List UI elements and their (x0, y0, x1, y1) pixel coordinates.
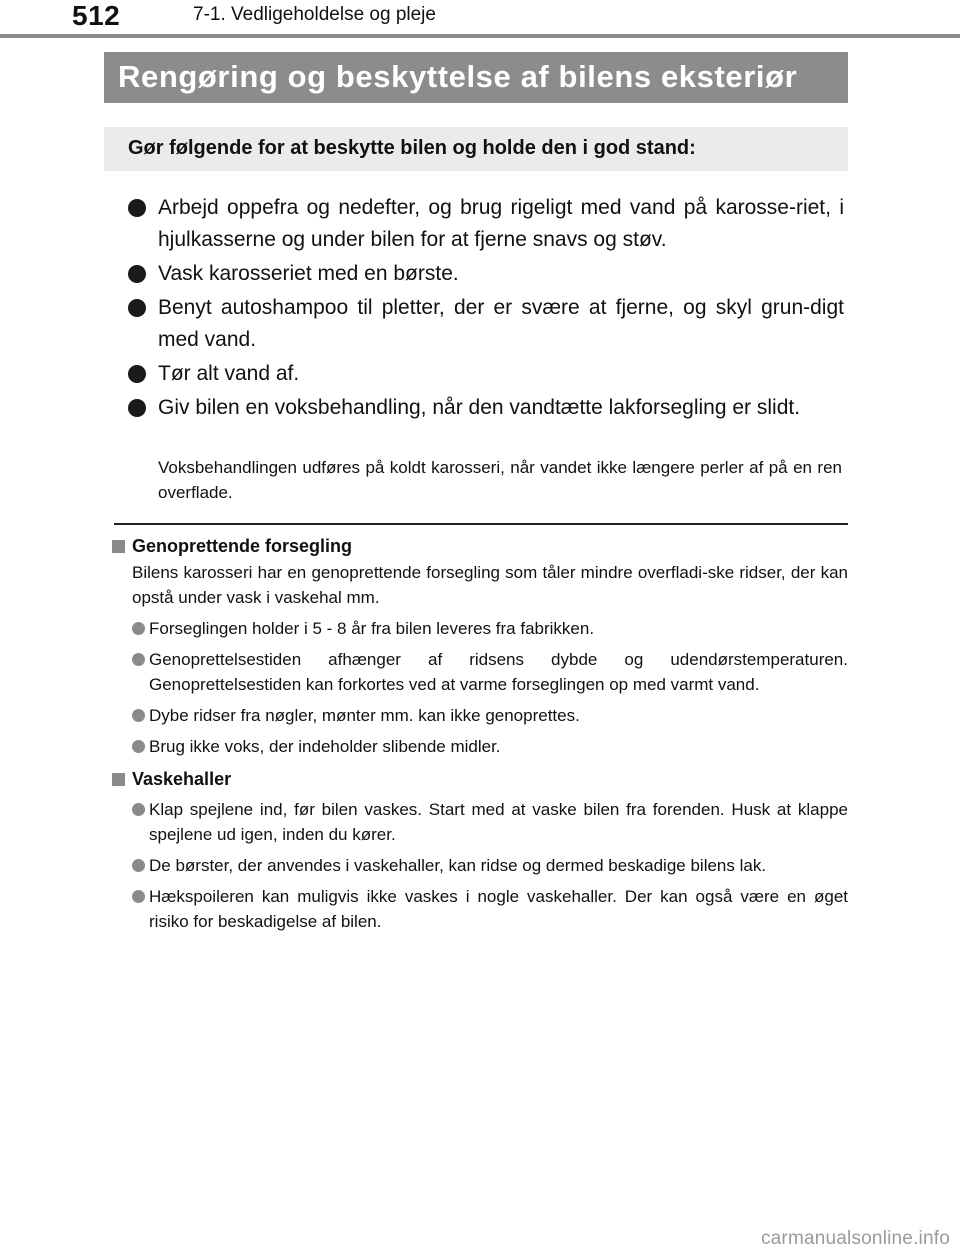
section-heading-text: Genoprettende forsegling (132, 536, 353, 556)
section-list (112, 797, 848, 934)
section-heading (112, 534, 848, 558)
section-heading (112, 767, 848, 791)
bullet-icon (128, 199, 146, 217)
page-number: 512 (72, 0, 121, 31)
list-item (128, 358, 844, 390)
list-item-text: De børster, der anvendes i vaskehaller, kan ridse og dermed beskadige bilens lak. (149, 856, 767, 875)
list-item (112, 647, 848, 697)
bullet-icon (132, 803, 145, 816)
list-item (128, 192, 844, 256)
chapter-title: 7-1. Vedligeholdelse og pleje (193, 4, 436, 25)
list-item-text: Dybe ridser fra nøgler, mønter mm. kan ikke genoprettes. (149, 706, 580, 725)
title-banner (104, 52, 848, 103)
list-item-text: Vask karosseriet med en børste. (158, 262, 459, 285)
list-item (112, 734, 848, 759)
section-list (112, 616, 848, 759)
bullet-icon (128, 299, 146, 317)
bullet-icon (132, 653, 145, 666)
bullet-icon (132, 740, 145, 753)
intro-box (104, 127, 848, 171)
list-item-text: Arbejd oppefra og nedefter, og brug rigeligt med vand på karosse-riet, i hjulkasserne og under bilen for at fjerne snavs og støv. (158, 196, 844, 251)
list-item (112, 797, 848, 847)
list-item-text: Hækspoileren kan muligvis ikke vaskes i nogle vaskehaller. Der kan også være en øget risiko for beskadigelse af bilen. (149, 887, 848, 931)
bullet-icon (128, 365, 146, 383)
section-heading-text: Vaskehaller (132, 769, 232, 789)
section-paragraph: Bilens karosseri har en genoprettende forsegling som tåler mindre overfladi-ske ridser, der kan opstå under vask i vaskehal mm. (132, 563, 848, 607)
section-divider (114, 523, 848, 525)
bullet-icon (132, 890, 145, 903)
square-bullet-icon (112, 540, 125, 553)
page-title: Rengøring og beskyttelse af bilens eksteriør (118, 59, 798, 94)
list-item-text: Giv bilen en voksbehandling, når den vandtætte lakforsegling er slidt. (158, 396, 801, 419)
list-item-text: Klap spejlene ind, før bilen vaskes. Start med at vaske bilen fra forenden. Husk at klappe spejlene ud igen, inden du kører. (149, 800, 848, 844)
list-item (112, 616, 848, 641)
info-sections (112, 534, 848, 934)
square-bullet-icon (112, 773, 125, 786)
header-rule (0, 34, 960, 38)
list-item-text: Brug ikke voks, der indeholder slibende midler. (149, 737, 501, 756)
list-item (128, 392, 844, 424)
list-item (112, 703, 848, 728)
bullet-icon (132, 709, 145, 722)
list-item (128, 258, 844, 290)
bullet-icon (128, 265, 146, 283)
list-item (112, 853, 848, 878)
list-item-text: Genoprettelsestiden afhænger af ridsens dybde og udendørstemperaturen. Genoprettelsestiden kan forkortes ved at varme forseglingen op med varmt vand. (149, 650, 848, 694)
list-item (112, 884, 848, 934)
watermark: carmanualsonline.info (760, 1228, 950, 1249)
bullet-icon (132, 622, 145, 635)
list-item-text: Tør alt vand af. (158, 362, 300, 385)
wax-note: Voksbehandlingen udføres på koldt karosseri, når vandet ikke længere perler af på en ren overflade. (158, 458, 842, 502)
bullet-icon (128, 399, 146, 417)
list-item (128, 292, 844, 356)
bullet-icon (132, 859, 145, 872)
list-item-text: Benyt autoshampoo til pletter, der er svære at fjerne, og skyl grun-digt med vand. (158, 296, 844, 351)
list-item-text: Forseglingen holder i 5 - 8 år fra bilen leveres fra fabrikken. (149, 619, 595, 638)
main-list (128, 192, 844, 426)
intro-text: Gør følgende for at beskytte bilen og holde den i god stand: (128, 137, 696, 159)
